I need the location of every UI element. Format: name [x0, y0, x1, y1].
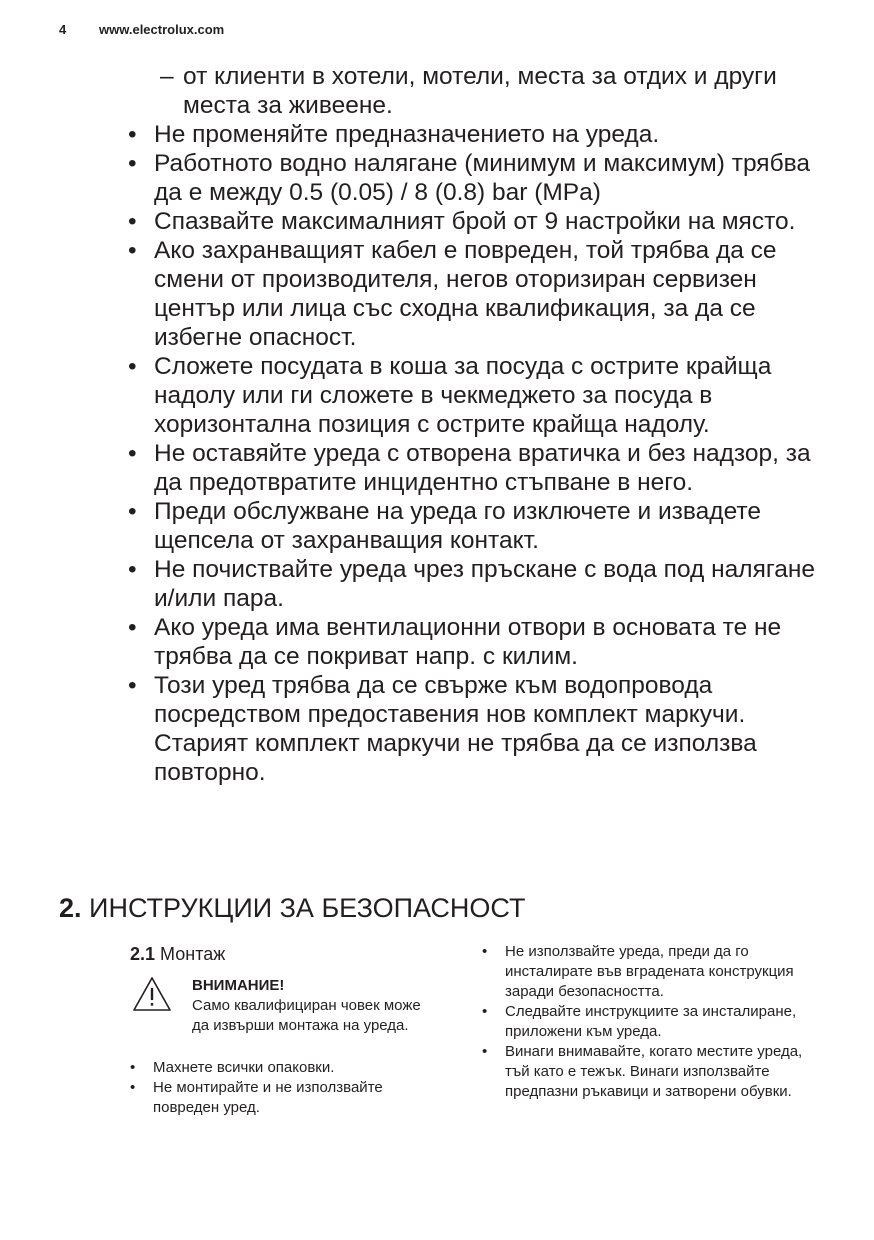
list-item [482, 1042, 822, 1102]
section-heading [59, 893, 526, 924]
list-item [124, 671, 824, 787]
list-item-text: Преди обслужване на уреда го изключете и извадете щепсела от захранващия контакт. [154, 498, 761, 554]
bullet-icon: • [482, 1003, 488, 1020]
warning-text: Само квалифициран човек може да извърши монтажа на уреда. [192, 997, 421, 1034]
warning-triangle-icon [132, 976, 172, 1012]
list-item-text: Работното водно налягане (минимум и максимум) трябва да е между 0.5 (0.05) / 8 (0.8) bar (MPa) [154, 150, 810, 206]
sub-list-item [124, 62, 824, 120]
dash-marker: – [160, 63, 174, 90]
list-item-text: Не оставяйте уреда с отворена вратичка и без надзор, за да предотвратите инцидентно стъпване в него. [154, 440, 811, 496]
bullet-icon: • [128, 440, 137, 467]
list-item [124, 555, 824, 613]
bullet-icon: • [128, 208, 137, 235]
list-item-text: Ако уреда има вентилационни отвори в основата те не трябва да се покриват напр. с килим. [154, 614, 782, 670]
list-item-text: Махнете всички опаковки. [153, 1059, 335, 1076]
right-column [482, 942, 822, 1102]
bullet-icon: • [128, 150, 137, 177]
subsection-heading [130, 944, 440, 964]
warning-box [130, 976, 440, 1036]
bullet-icon: • [128, 498, 137, 525]
warning-title: ВНИМАНИЕ! [192, 977, 285, 994]
list-item [124, 497, 824, 555]
list-item-text: Не монтирайте и не използвайте повреден уред. [153, 1079, 383, 1116]
bullet-icon: • [128, 121, 137, 148]
list-item [124, 149, 824, 207]
list-item [124, 120, 824, 149]
bullet-icon: • [130, 1079, 136, 1096]
bullet-icon: • [128, 237, 137, 264]
list-item [124, 236, 824, 352]
list-item [124, 352, 824, 439]
bullet-icon: • [482, 943, 488, 960]
list-item-text: Този уред трябва да се свърже към водопровода посредством предоставения нов комплект маркучи. Старият комплект маркучи не трябва да се използва повторно. [154, 672, 757, 786]
left-column [130, 944, 440, 1118]
list-item-text: Сложете посудата в коша за посуда с острите крайща надолу или ги сложете в чекмеджето за посуда в хоризонтална позиция с острите крайща надолу. [154, 353, 772, 438]
list-item-text: Винаги внимавайте, когато местите уреда, тъй като е тежък. Винаги използвайте предпазни ръкавици и затворени обувки. [505, 1043, 803, 1100]
list-item-text: Не променяйте предназначението на уреда. [154, 121, 660, 148]
list-item [130, 1078, 440, 1118]
bullet-icon: • [128, 614, 137, 641]
list-item [130, 1058, 440, 1078]
list-item-text: Не използвайте уреда, преди да го инсталирате във вградената конструкция заради безопасността. [505, 943, 794, 1000]
list-item [482, 942, 822, 1002]
sub-item-text: от клиенти в хотели, мотели, места за отдих и други места за живеене. [183, 63, 777, 119]
list-item [124, 207, 824, 236]
subsection-number: 2.1 [130, 944, 156, 964]
section-number: 2. [59, 893, 82, 923]
bullet-icon: • [128, 672, 137, 699]
list-item [482, 1002, 822, 1042]
page-header [59, 22, 224, 37]
list-item-text: Ако захранващият кабел е повреден, той трябва да се смени от производителя, негов оторизиран сервизен център или лица със сходна квалификация, за да се избегне опасност. [154, 237, 777, 351]
main-list [124, 62, 824, 787]
section-title: ИНСТРУКЦИИ ЗА БЕЗОПАСНОСТ [89, 893, 526, 923]
list-item [124, 439, 824, 497]
website-link[interactable]: www.electrolux.com [99, 22, 225, 37]
list-item-text: Спазвайте максималният брой от 9 настройки на място. [154, 208, 796, 235]
bullet-icon: • [128, 556, 137, 583]
list-item-text: Следвайте инструкциите за инсталиране, приложени към уреда. [505, 1003, 797, 1040]
bullet-icon: • [130, 1059, 136, 1076]
list-item [124, 613, 824, 671]
page-number: 4 [59, 22, 67, 37]
bullet-icon: • [128, 353, 137, 380]
subsection-title: Монтаж [160, 944, 226, 964]
list-item-text: Не почиствайте уреда чрез пръскане с вода под налягане и/или пара. [154, 556, 816, 612]
bullet-icon: • [482, 1043, 488, 1060]
